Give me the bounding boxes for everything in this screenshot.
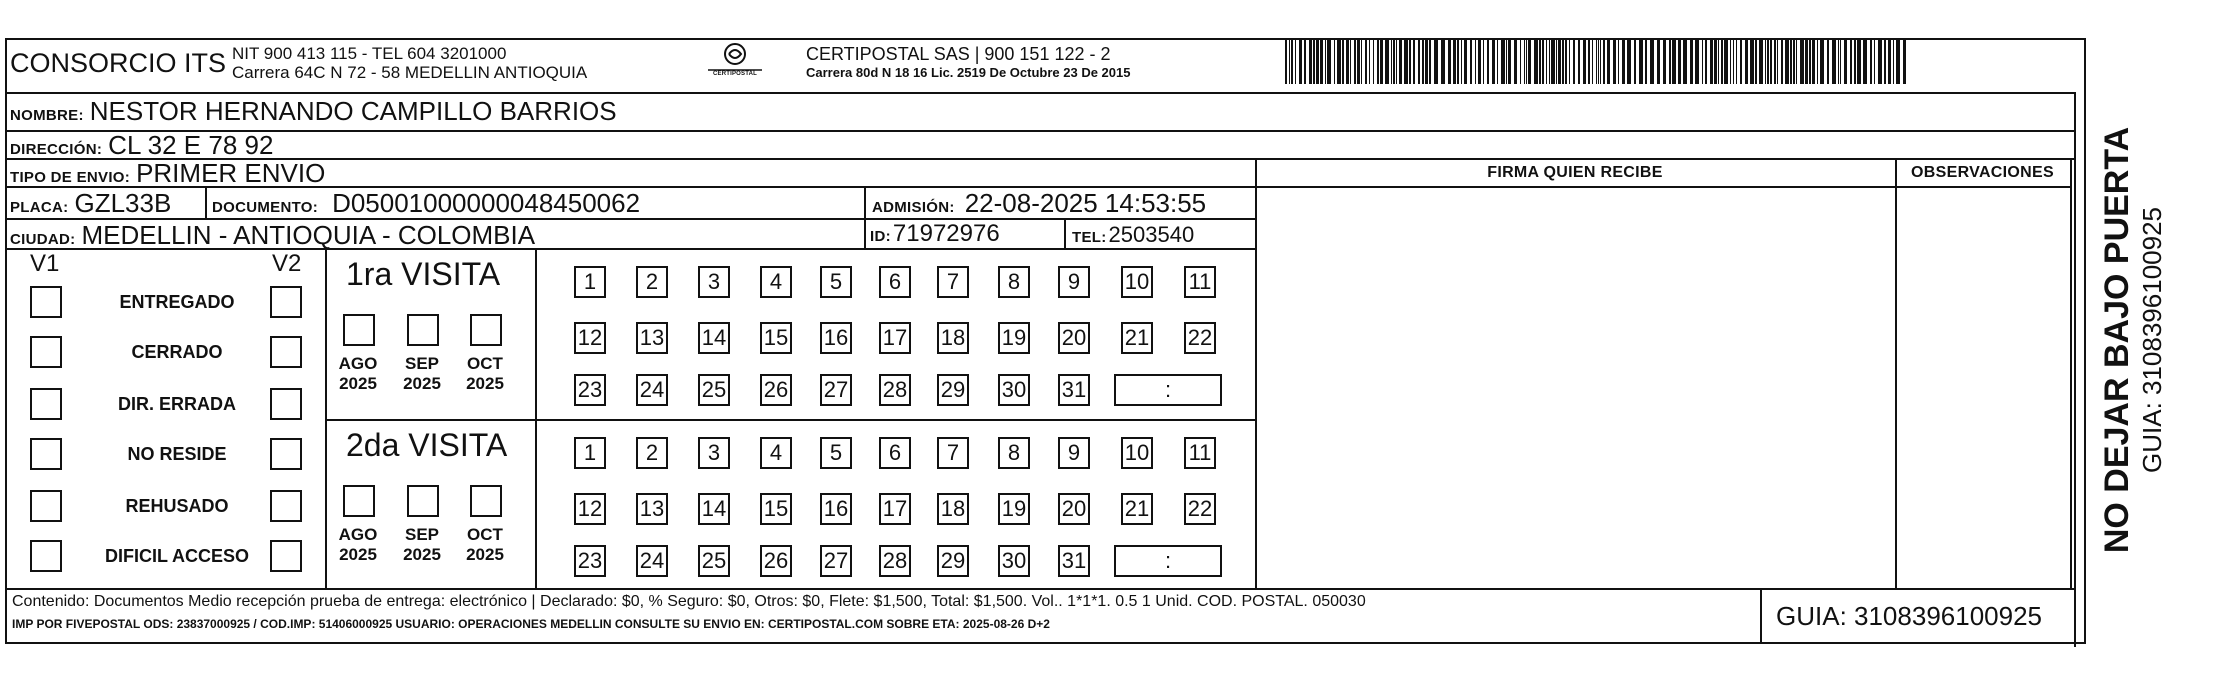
company-name: CONSORCIO ITS (10, 48, 227, 78)
day-checkbox[interactable]: 26 (760, 374, 792, 406)
visit-time-field[interactable]: : (1114, 545, 1222, 577)
certipostal-logo (700, 40, 770, 85)
id-cell (870, 220, 1000, 248)
month-checkbox[interactable] (470, 485, 502, 517)
day-checkbox[interactable]: 26 (760, 545, 792, 577)
rule (5, 130, 2076, 132)
day-checkbox[interactable]: 18 (937, 493, 969, 525)
placa-cell (10, 188, 171, 219)
day-checkbox[interactable]: 3 (698, 437, 730, 469)
day-checkbox[interactable]: 25 (698, 374, 730, 406)
day-checkbox[interactable]: 27 (820, 545, 852, 577)
month-year: 2025 (466, 545, 504, 564)
logo-icon (700, 40, 770, 85)
v2-checkbox[interactable] (270, 286, 302, 318)
month-checkbox[interactable] (407, 314, 439, 346)
month-year: 2025 (403, 374, 441, 393)
month-name: SEP (404, 525, 440, 544)
month-year: 2025 (466, 374, 504, 393)
day-checkbox[interactable]: 2 (636, 266, 668, 298)
day-checkbox[interactable]: 24 (636, 374, 668, 406)
documento-label: DOCUMENTO: (212, 199, 319, 216)
day-checkbox[interactable]: 12 (574, 322, 606, 354)
day-checkbox[interactable]: 4 (760, 437, 792, 469)
v2-checkbox[interactable] (270, 490, 302, 522)
nombre-label: NOMBRE: (10, 107, 84, 124)
day-checkbox[interactable]: 21 (1121, 493, 1153, 525)
admision-value: 22-08-2025 14:53:55 (964, 188, 1207, 218)
day-checkbox[interactable]: 6 (879, 437, 911, 469)
rule (535, 248, 537, 588)
status-label: NO RESIDE (127, 444, 227, 464)
v1-checkbox[interactable] (30, 540, 62, 572)
day-checkbox[interactable]: 3 (698, 266, 730, 298)
day-checkbox[interactable]: 7 (937, 437, 969, 469)
visit-time-field[interactable]: : (1114, 374, 1222, 406)
admision-cell (872, 188, 1206, 219)
placa-value: GZL33B (74, 188, 172, 218)
tipo-envio-row (10, 158, 325, 189)
day-checkbox[interactable]: 27 (820, 374, 852, 406)
day-checkbox[interactable]: 11 (1184, 437, 1216, 469)
day-checkbox[interactable]: 20 (1058, 493, 1090, 525)
nombre-row (10, 96, 617, 127)
day-checkbox[interactable]: 7 (937, 266, 969, 298)
day-checkbox[interactable]: 4 (760, 266, 792, 298)
day-checkbox[interactable]: 8 (998, 266, 1030, 298)
day-checkbox[interactable]: 17 (879, 322, 911, 354)
day-checkbox[interactable]: 22 (1184, 493, 1216, 525)
placa-label: PLACA: (10, 199, 69, 216)
month-name: AGO (338, 354, 378, 373)
day-checkbox[interactable]: 1 (574, 437, 606, 469)
month-name: OCT (467, 525, 503, 544)
v1-checkbox[interactable] (30, 286, 62, 318)
direccion-row (10, 130, 273, 161)
day-checkbox[interactable]: 10 (1121, 266, 1153, 298)
firma-area[interactable] (1257, 188, 1894, 586)
v1-checkbox[interactable] (30, 388, 62, 420)
day-checkbox[interactable]: 23 (574, 545, 606, 577)
visit-title: 1ra VISITA (346, 256, 501, 292)
admision-label: ADMISIÓN: (872, 199, 955, 216)
observaciones-area[interactable] (1897, 188, 2069, 586)
v2-checkbox[interactable] (270, 438, 302, 470)
month-checkbox[interactable] (407, 485, 439, 517)
company-address: Carrera 64C N 72 - 58 MEDELLIN ANTIOQUIA (232, 63, 588, 82)
v2-checkbox[interactable] (270, 336, 302, 368)
direccion-label: DIRECCIÓN: (10, 141, 103, 158)
v1-checkbox[interactable] (30, 438, 62, 470)
day-checkbox[interactable]: 30 (998, 545, 1030, 577)
ciudad-cell (10, 220, 535, 251)
day-checkbox[interactable]: 14 (698, 493, 730, 525)
month-checkbox[interactable] (343, 314, 375, 346)
tel-value: 2503540 (1108, 222, 1195, 247)
day-checkbox[interactable]: 8 (998, 437, 1030, 469)
rule (325, 248, 327, 588)
rule (1064, 218, 1066, 248)
v2-checkbox[interactable] (270, 540, 302, 572)
month-name: OCT (467, 354, 503, 373)
day-checkbox[interactable]: 12 (574, 493, 606, 525)
day-checkbox[interactable]: 18 (937, 322, 969, 354)
visit-title: 2da VISITA (346, 427, 508, 463)
month-name: SEP (404, 354, 440, 373)
tel-label: TEL: (1072, 229, 1107, 246)
day-checkbox[interactable]: 29 (937, 545, 969, 577)
day-checkbox[interactable]: 24 (636, 545, 668, 577)
month-checkbox[interactable] (470, 314, 502, 346)
day-checkbox[interactable]: 28 (879, 374, 911, 406)
company-nit-tel: NIT 900 413 115 - TEL 604 3201000 (232, 44, 507, 63)
day-checkbox[interactable]: 14 (698, 322, 730, 354)
day-checkbox[interactable]: 16 (820, 493, 852, 525)
day-checkbox[interactable]: 19 (998, 493, 1030, 525)
month-checkbox[interactable] (343, 485, 375, 517)
footer-guia: GUIA: 3108396100925 (1776, 601, 2042, 631)
rule (5, 588, 2076, 590)
day-checkbox[interactable]: 29 (937, 374, 969, 406)
status-label: REHUSADO (125, 496, 229, 516)
day-checkbox[interactable]: 28 (879, 545, 911, 577)
ciudad-label: CIUDAD: (10, 231, 76, 248)
day-checkbox[interactable]: 19 (998, 322, 1030, 354)
side-guia: GUIA: 3108396100925 (2137, 207, 2167, 473)
day-checkbox[interactable]: 22 (1184, 322, 1216, 354)
rule (864, 186, 866, 248)
documento-cell (212, 188, 640, 219)
side-warning: NO DEJAR BAJO PUERTA (2098, 126, 2136, 554)
rule (205, 186, 207, 218)
status-label: DIFICIL ACCESO (104, 546, 249, 566)
carrier-info-line1: CERTIPOSTAL SAS | 900 151 122 - 2 (806, 44, 1111, 64)
rule (2070, 158, 2072, 588)
status-label: DIR. ERRADA (117, 394, 236, 414)
day-checkbox[interactable]: 21 (1121, 322, 1153, 354)
id-label: ID: (870, 228, 891, 245)
day-checkbox[interactable]: 10 (1121, 437, 1153, 469)
status-label: ENTREGADO (119, 292, 235, 312)
day-checkbox[interactable]: 16 (820, 322, 852, 354)
rule (2074, 92, 2076, 647)
day-checkbox[interactable]: 31 (1058, 374, 1090, 406)
v1-label: V1 (30, 250, 60, 277)
day-checkbox[interactable]: 6 (879, 266, 911, 298)
barcode-gap (1906, 38, 1908, 84)
day-checkbox[interactable]: 31 (1058, 545, 1090, 577)
day-checkbox[interactable]: 17 (879, 493, 911, 525)
direccion-value: CL 32 E 78 92 (108, 130, 274, 160)
footer-contenido: Contenido: Documentos Medio recepción prueba de entrega: electrónico | Declarado: $0, % Seguro: $0, Otros: $0, Flete: $1,500, Total: $1,500. Vol.. 1*1*1. 0.5 1 Unid. COD. POSTAL. 050030 (12, 593, 1366, 610)
day-checkbox[interactable]: 23 (574, 374, 606, 406)
day-checkbox[interactable]: 25 (698, 545, 730, 577)
day-checkbox[interactable]: 11 (1184, 266, 1216, 298)
rule (1760, 588, 1762, 644)
month-name: AGO (338, 525, 378, 544)
day-checkbox[interactable]: 15 (760, 493, 792, 525)
day-checkbox[interactable]: 9 (1058, 437, 1090, 469)
v2-checkbox[interactable] (270, 388, 302, 420)
observaciones-label: OBSERVACIONES (1911, 164, 2054, 181)
id-value: 71972976 (892, 220, 1000, 247)
rule (5, 92, 2076, 94)
tracking-barcode (1285, 38, 1915, 84)
side-text (2087, 120, 2227, 560)
day-checkbox[interactable]: 9 (1058, 266, 1090, 298)
day-checkbox[interactable]: 13 (636, 322, 668, 354)
month-year: 2025 (339, 374, 377, 393)
v1-checkbox[interactable] (30, 336, 62, 368)
tel-cell (1072, 222, 1194, 248)
carrier-info-line2: Carrera 80d N 18 16 Lic. 2519 De Octubre 23 De 2015 (806, 65, 1131, 80)
day-checkbox[interactable]: 20 (1058, 322, 1090, 354)
rule (325, 419, 1257, 421)
day-checkbox[interactable]: 30 (998, 374, 1030, 406)
day-checkbox[interactable]: 2 (636, 437, 668, 469)
day-checkbox[interactable]: 5 (820, 266, 852, 298)
v1-checkbox[interactable] (30, 490, 62, 522)
day-checkbox[interactable]: 5 (820, 437, 852, 469)
ciudad-value: MEDELLIN - ANTIOQUIA - COLOMBIA (81, 220, 536, 250)
firma-label: FIRMA QUIEN RECIBE (1487, 164, 1663, 181)
day-checkbox[interactable]: 15 (760, 322, 792, 354)
day-checkbox[interactable]: 1 (574, 266, 606, 298)
status-label: CERRADO (131, 342, 223, 362)
v2-label: V2 (272, 250, 302, 277)
day-checkbox[interactable]: 13 (636, 493, 668, 525)
footer-imp: IMP POR FIVEPOSTAL ODS: 23837000925 / COD.IMP: 51406000925 USUARIO: OPERACIONES MEDELLIN CONSULTE SU ENVIO EN: CERTIPOSTAL.COM SOBRE ETA: 2025-08-26 D+2 (12, 617, 1050, 631)
logo-wordmark: CERTIPOSTAL (712, 71, 758, 77)
month-year: 2025 (403, 545, 441, 564)
month-year: 2025 (339, 545, 377, 564)
tipo-envio-value: PRIMER ENVIO (136, 158, 326, 188)
nombre-value: NESTOR HERNANDO CAMPILLO BARRIOS (89, 96, 617, 126)
tipo-envio-label: TIPO DE ENVIO: (10, 169, 131, 186)
documento-value: D05001000000048450062 (332, 188, 641, 218)
